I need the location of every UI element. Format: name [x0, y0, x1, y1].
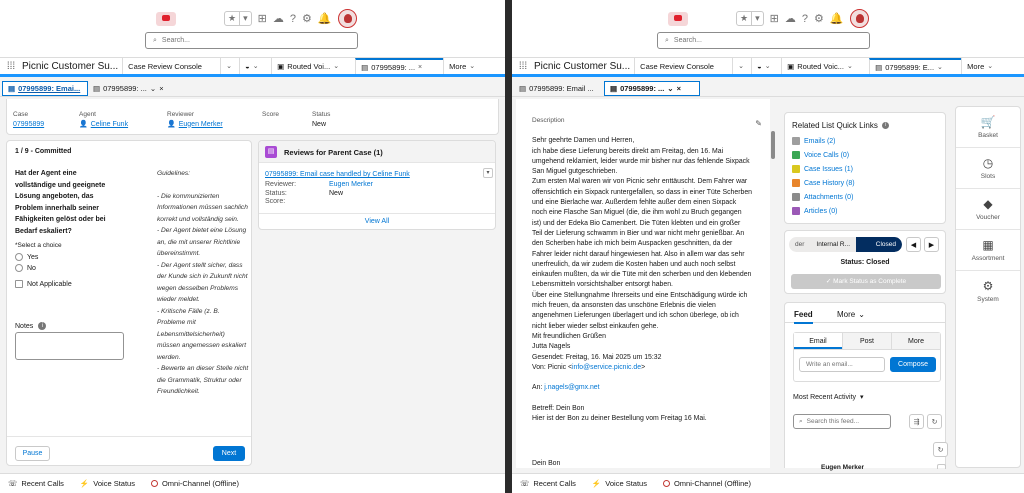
app-launcher-icon[interactable]: ⁞⁞⁞: [518, 60, 528, 72]
edit-pencil-icon[interactable]: ✎: [755, 119, 762, 128]
field-label: Score: [262, 111, 279, 118]
case-icon: ▤: [361, 62, 369, 72]
review-row-reviewer: [265, 181, 405, 190]
app-name: Picnic Customer Su...: [534, 60, 631, 72]
compose-label: Compose: [898, 361, 928, 368]
notes-textarea[interactable]: [15, 332, 124, 360]
field-label: Case: [13, 111, 29, 118]
path-next-button[interactable]: ▶: [924, 237, 939, 252]
omni-channel-item[interactable]: [663, 479, 751, 488]
user-icon: 👤: [79, 121, 88, 128]
star-icon[interactable]: ★: [740, 13, 749, 23]
not-applicable-checkbox[interactable]: [15, 280, 72, 288]
chevron-down-icon[interactable]: ⌄: [149, 83, 157, 93]
utility-basket[interactable]: [956, 107, 1020, 148]
nav-tab-case-active[interactable]: [869, 58, 961, 74]
omni-icon: ◒: [757, 61, 762, 71]
help-icon[interactable]: ?: [289, 12, 296, 25]
nav-tab-label: 07995899: ...: [371, 62, 416, 72]
nav-menu-dropdown[interactable]: [220, 58, 239, 74]
search-icon: ⌕: [153, 36, 157, 44]
utility-label: Recent Calls: [533, 479, 576, 488]
guidelines-panel: [157, 168, 249, 398]
console-nav-bar: [0, 57, 505, 77]
chevron-down-icon[interactable]: ⌄: [667, 83, 674, 93]
card-footer-divider: [259, 213, 495, 214]
row-actions-dropdown-icon[interactable]: ▾: [483, 168, 493, 178]
add-icon[interactable]: ⊞: [769, 13, 779, 25]
reviews-parent-case-card: [258, 140, 496, 230]
chevron-down-icon: ⌄: [333, 63, 340, 70]
description-body: Sehr geehrte Damen und Herren, ich habe diese Lieferung bereits direkt am Freitag, den 16. Mai umgehend reklamiert, leider wurde mir bisher nur das fehlende Sixpack San Miguel gutgeschrieben. Zum ersten Mal waren wir von Picnic sehr enttäuscht. Dem Fahrer war offensichtlich ein Sixpack runtergefallen, so dass in einer Tüte Scherben und eine Bierlache war. Außerdem fehlte außer dem einen Sixpack noch eine Flasche San Miguel (die, die ihm wohl zu Bruch gegangen ist) und der Edeka Bio Camenbert. Die Tüten klebten und ein großer Teil der Lieferung schwamm in Bier und war nicht mehr genießbar. An den Scherben habe ich mich beim Auspacken geschnitten, da der Fahrer leider nicht darauf hingewiesen hat. Also in allem war das sehr unerfreulich, da wir zudem die Kosten haben und auch noch selbst einkaufen mußten, da wir die Tüte mit den scherben und den klebenden Lebensmitteln vorsichtshalber entsorgt haben. Über eine Stellungnahme Ihrerseits und eine Entschädigung würde ich mich freuen, da ansonsten das unschöne Erlebnis die vielen angenehmen Lieferungen überlagert und ich schon überlege, ob ich nicht lieber wieder selbst einkaufen gehe. Mit freundlichen Grüßen Jutta Nagels Gesendet: Freitag, 16. Mai 2025 um 15:32: [532, 137, 752, 361]
nav-tab-omni[interactable]: [239, 58, 271, 74]
phone-icon: ☏: [520, 479, 530, 488]
case-icon: ▤: [8, 83, 16, 93]
quick-link-case-history[interactable]: [792, 179, 855, 187]
feed-item-author[interactable]: Eugen Merker: [821, 464, 864, 471]
offline-status-icon: [663, 480, 670, 487]
field-case: [13, 111, 44, 128]
subtab-bar: [0, 80, 505, 97]
voice-status-item[interactable]: [592, 479, 647, 488]
utility-label: Omni-Channel (Offline): [161, 479, 239, 488]
window-divider: [505, 0, 512, 493]
view-all-link[interactable]: View All: [364, 218, 390, 225]
nav-more-menu[interactable]: [443, 58, 487, 74]
subtab-label: 07995899: ...: [103, 83, 147, 93]
quick-link-voice-calls[interactable]: [792, 151, 855, 159]
gear-icon: ⚙: [982, 279, 994, 293]
review-record-link[interactable]: 07995899: Email case handled by Celine Funk: [265, 171, 410, 178]
an-label: An:: [532, 384, 545, 392]
recent-calls-item[interactable]: [8, 479, 64, 488]
case-icon: ▣: [787, 61, 795, 71]
subtab-case[interactable]: [604, 81, 700, 96]
chevron-down-icon: ⌄: [987, 63, 994, 70]
help-icon[interactable]: ?: [801, 12, 808, 25]
quick-link-label[interactable]: Case Issues (1): [804, 165, 854, 173]
user-avatar[interactable]: [338, 9, 357, 28]
quick-links-header: [792, 121, 889, 130]
review-details: [265, 181, 405, 207]
refresh-icon[interactable]: ↻: [927, 414, 942, 429]
progress-committed: 1 / 9 - Committed: [15, 148, 72, 155]
quick-link-label[interactable]: Case History (8): [804, 179, 855, 187]
footer-divider: [7, 436, 251, 437]
most-recent-activity-sort[interactable]: [793, 393, 864, 401]
subtab-email-review[interactable]: [514, 81, 604, 96]
checkbox[interactable]: [15, 280, 23, 288]
left-console-window: [0, 0, 505, 493]
field-label: Agent: [79, 111, 96, 118]
lightning-icon: ⚡: [79, 479, 90, 488]
status-path-card: [784, 230, 946, 294]
close-icon[interactable]: ×: [676, 83, 681, 93]
voice-status-item[interactable]: [80, 479, 135, 488]
radio-button[interactable]: [15, 253, 23, 261]
utility-voucher[interactable]: [956, 189, 1020, 230]
review-key: Status:: [265, 189, 287, 197]
quick-links-list: [792, 137, 855, 221]
app-launcher-icon[interactable]: ⁞⁞⁞: [6, 60, 16, 72]
global-search-input[interactable]: [145, 32, 358, 49]
guidelines-title: Guidelines:: [157, 170, 190, 177]
offline-status-icon: [151, 480, 158, 487]
more-label: More: [449, 61, 467, 71]
chevron-down-icon[interactable]: ▾: [239, 12, 251, 25]
feed-tab[interactable]: Feed: [794, 310, 813, 324]
case-icon: ▤: [875, 62, 883, 72]
von-end: >: [641, 363, 646, 371]
guidelines-text: - Die kommunizierten Informationen müssen sachlich korrekt und vollständig sein. - Der Agent bietet eine Lösung an, die mit unserer Richtlinie übereinstimmt. - Der Agent stellt sicher, dass der Kunde sich in Zukunft nicht wegen desselben Problems wieder meldet. - Kritische Fälle (z. B. Probleme mit Lebensmittelsicherheit) müssen angemessen eskaliert werden. - Bewerte an dieser Stelle nicht die Grammatik, Struktur oder Freundlichkeit.: [157, 192, 249, 395]
search-icon: ⌕: [799, 417, 803, 425]
radio-button[interactable]: [15, 264, 23, 272]
attachment-icon: [792, 193, 800, 201]
an-line: [532, 383, 752, 393]
trailhead-icon[interactable]: ☁: [272, 13, 284, 25]
utility-label: Voucher: [976, 214, 1000, 221]
info-icon[interactable]: i: [38, 322, 46, 330]
voucher-icon: ◆: [983, 197, 993, 211]
field-label: Status: [312, 111, 331, 118]
mark-complete-label: Mark Status as Complete: [833, 278, 907, 285]
search-placeholder: Search...: [161, 37, 190, 44]
utility-label: Assortment: [971, 255, 1005, 262]
subtab-email-review[interactable]: [2, 81, 88, 96]
field-agent: [79, 111, 128, 128]
select-label-text: *Select a choice: [15, 242, 62, 249]
nav-more-menu[interactable]: [961, 58, 1007, 74]
case-icon: ▤: [93, 83, 101, 93]
status-value: New: [312, 121, 327, 128]
feed-item-menu[interactable]: [937, 464, 946, 469]
nav-tab-omni[interactable]: [751, 58, 781, 74]
pause-label: Pause: [22, 450, 43, 457]
question-text: Hat der Agent eine vollständige und geeignete Lösung angeboten, das Problem innerhalb seiner Fähigkeiten gelöst oder bei Bedarf eskaliert?: [15, 170, 106, 235]
status-path: [789, 237, 902, 252]
quick-link-articles[interactable]: [792, 207, 855, 215]
filter-feed-icon[interactable]: ⇶: [909, 414, 924, 429]
picnic-logo: [668, 12, 688, 26]
email-compose-input[interactable]: [799, 357, 885, 372]
reviewer-link[interactable]: Eugen Merker: [178, 120, 223, 128]
scrollbar-thumb[interactable]: [771, 131, 775, 159]
search-placeholder: Search...: [673, 37, 702, 44]
choice-label: No: [27, 264, 36, 272]
lightning-icon: ⚡: [591, 479, 602, 488]
betreff-text: Betreff: Dein Bon Hier ist der Bon zu deiner Bestellung vom Freitag 16 Mai.: [532, 405, 707, 423]
nav-tab-case-active[interactable]: [355, 58, 443, 74]
quick-link-label[interactable]: Articles (0): [804, 207, 838, 215]
chevron-down-icon[interactable]: ⌄: [937, 64, 943, 71]
agent-link[interactable]: Celine Funk: [90, 120, 129, 128]
check-icon: ✓: [825, 278, 834, 285]
chevron-down-icon[interactable]: ▾: [751, 12, 763, 25]
basket-icon: 🛒: [980, 115, 996, 129]
related-quick-links-card: [784, 112, 946, 224]
right-console-window: [512, 0, 1024, 493]
email-icon: [792, 137, 800, 145]
review-record-header: [6, 99, 499, 135]
feed-card: [784, 302, 946, 471]
nav-tab-routed-voice[interactable]: [781, 58, 869, 74]
von-label: Von: Picnic <: [532, 363, 573, 371]
field-reviewer: [167, 111, 223, 128]
global-header: [512, 0, 1024, 57]
caret-down-icon: ▾: [860, 394, 864, 401]
description-footer-text: Dein Bon: [532, 460, 561, 467]
utility-slots[interactable]: [956, 148, 1020, 189]
phone-icon: [792, 151, 800, 159]
utility-label: Recent Calls: [21, 479, 64, 488]
scrollbar-track[interactable]: [770, 99, 776, 468]
utility-bar: [512, 473, 1024, 493]
nav-tab-label: Case Review Console: [640, 61, 714, 71]
utility-label: System: [977, 296, 999, 303]
notes-label: [15, 322, 46, 330]
info-icon[interactable]: i: [882, 122, 889, 129]
path-step[interactable]: der: [795, 241, 805, 248]
case-icon: ▣: [277, 61, 285, 71]
feed-search-input[interactable]: [793, 414, 891, 429]
an-email-link[interactable]: j.nagels@gmx.net: [544, 384, 600, 392]
utility-system[interactable]: [956, 271, 1020, 311]
chevron-down-icon: ⌄: [764, 63, 771, 70]
recent-calls-item[interactable]: [520, 479, 576, 488]
question-card: [6, 140, 252, 466]
choice-label: Yes: [27, 253, 39, 261]
utility-assortment[interactable]: [956, 230, 1020, 271]
nav-tab-label: Routed Voi...: [287, 61, 331, 71]
omni-icon: ◒: [245, 61, 250, 71]
nav-tab-label: 07995899: E...: [885, 62, 935, 72]
chevron-down-icon: ⌄: [846, 63, 853, 70]
quick-link-attachments[interactable]: [792, 193, 855, 201]
nav-tab-case-review-console[interactable]: [634, 58, 732, 74]
refresh-feed-icon[interactable]: ↻: [933, 442, 948, 457]
global-header: [0, 0, 505, 57]
field-status: [312, 111, 330, 128]
trailhead-icon[interactable]: ☁: [784, 13, 796, 25]
store-icon: ▦: [982, 238, 994, 252]
chevron-down-icon: ⌄: [252, 63, 259, 70]
next-label: Next: [221, 450, 237, 457]
publisher-tab-post[interactable]: Post: [842, 333, 891, 349]
utility-label: Voice Status: [605, 479, 647, 488]
activity-label: Most Recent Activity: [793, 393, 857, 401]
global-actions: [224, 9, 357, 28]
review-key: Reviewer:: [265, 181, 297, 188]
field-label: Reviewer: [167, 111, 195, 118]
quick-link-case-issues[interactable]: [792, 165, 855, 173]
publisher-tab-more[interactable]: More: [891, 333, 940, 349]
global-actions: [736, 9, 869, 28]
chevron-down-icon: ⌄: [858, 310, 865, 319]
subtab-label: 07995899: Emai...: [18, 83, 81, 93]
clock-icon: ◷: [982, 156, 994, 170]
review-row-status: [265, 190, 405, 199]
quick-link-label[interactable]: Voice Calls (0): [804, 151, 850, 159]
feed-search-placeholder: Search this feed...: [806, 418, 860, 425]
reviewer-link[interactable]: Eugen Merker: [329, 181, 373, 188]
von-line: [532, 363, 752, 373]
case-icon: ▤: [610, 83, 618, 93]
chevron-down-icon: ⌄: [226, 63, 233, 70]
user-avatar[interactable]: [850, 9, 869, 28]
publisher-tab-email[interactable]: Email: [794, 333, 842, 349]
global-search-input[interactable]: [657, 32, 870, 49]
setup-gear-icon[interactable]: ⚙: [813, 13, 824, 25]
utility-label: Omni-Channel (Offline): [673, 479, 751, 488]
path-step[interactable]: Internal R...: [816, 241, 851, 248]
star-icon[interactable]: ★: [228, 13, 237, 23]
utility-label: Voice Status: [93, 479, 135, 488]
subtab-case[interactable]: [88, 81, 184, 96]
nav-tab-routed-voice[interactable]: [271, 58, 355, 74]
checkbox-label: Not Applicable: [27, 280, 72, 288]
nav-tab-label: Routed Voic...: [797, 61, 844, 71]
history-icon: [792, 179, 800, 187]
chevron-down-icon: ⌄: [469, 63, 476, 70]
description-label: Description: [532, 117, 565, 124]
select-choice-label: [15, 242, 62, 249]
reviews-card-title: Reviews for Parent Case (1): [284, 148, 383, 157]
quick-links-title: Related List Quick Links: [792, 121, 878, 130]
path-step-current[interactable]: Closed: [856, 237, 902, 252]
subtab-bar: [512, 80, 1024, 97]
utility-bar: [0, 473, 505, 493]
choice-no[interactable]: [15, 264, 36, 272]
choice-yes[interactable]: [15, 253, 38, 261]
notes-label-text: Notes: [15, 322, 34, 330]
mark-complete-button[interactable]: [791, 274, 941, 289]
utility-label: Slots: [980, 173, 996, 180]
article-icon: [792, 207, 800, 215]
picnic-logo: [156, 12, 176, 26]
field-score: [262, 111, 279, 121]
omni-channel-item[interactable]: [151, 479, 239, 488]
console-nav-bar: [512, 57, 1024, 77]
path-prev-button[interactable]: ◀: [906, 237, 921, 252]
pause-button[interactable]: [15, 446, 50, 461]
notifications-bell-icon[interactable]: 🔔: [317, 13, 332, 25]
utility-label: Basket: [978, 132, 998, 139]
publisher: [793, 332, 941, 382]
subtab-label: 07995899: ...: [620, 83, 665, 93]
favorites-control[interactable]: [736, 11, 764, 26]
quick-link-emails[interactable]: [792, 137, 855, 145]
review-row-score: [265, 198, 405, 207]
description-text: [532, 126, 752, 425]
notifications-bell-icon[interactable]: 🔔: [829, 13, 844, 25]
issue-icon: [792, 165, 800, 173]
setup-gear-icon[interactable]: ⚙: [301, 13, 312, 25]
app-name: Picnic Customer Su...: [22, 60, 119, 72]
add-icon[interactable]: ⊞: [257, 13, 267, 25]
compose-button[interactable]: [890, 357, 936, 372]
review-value: New: [329, 189, 344, 197]
more-label: More: [967, 61, 985, 71]
feed-more-tab[interactable]: [837, 310, 865, 319]
case-icon: ▤: [519, 83, 527, 93]
next-button[interactable]: [213, 446, 245, 461]
von-email-link[interactable]: info@service.picnic.de: [572, 363, 642, 371]
nav-tab-label: Case Review Console: [128, 61, 202, 71]
reviews-icon: ▤: [265, 146, 277, 158]
search-icon: ⌕: [665, 36, 669, 44]
feed-more-label: More: [837, 310, 856, 319]
nav-tab-case-review-console[interactable]: [122, 58, 220, 74]
close-icon[interactable]: ×: [418, 63, 423, 71]
user-icon: 👤: [167, 121, 176, 128]
phone-icon: ☏: [8, 479, 18, 488]
quick-link-label[interactable]: Emails (2): [804, 137, 836, 145]
subtab-label: 07995899: Email ...: [529, 83, 594, 93]
chevron-down-icon: ⌄: [738, 63, 745, 70]
quick-link-label[interactable]: Attachments (0): [804, 193, 854, 201]
review-key: Score:: [265, 198, 286, 205]
close-icon[interactable]: ×: [159, 83, 164, 93]
publisher-tabs: [794, 333, 940, 350]
utility-sidebar: [955, 106, 1021, 468]
favorites-control[interactable]: [224, 11, 252, 26]
nav-menu-dropdown[interactable]: [732, 58, 751, 74]
status-closed-text: Status: Closed: [840, 259, 890, 266]
description-panel: [516, 99, 771, 468]
case-number-link[interactable]: 07995899: [13, 121, 45, 128]
email-placeholder: Write an email...: [806, 361, 853, 368]
